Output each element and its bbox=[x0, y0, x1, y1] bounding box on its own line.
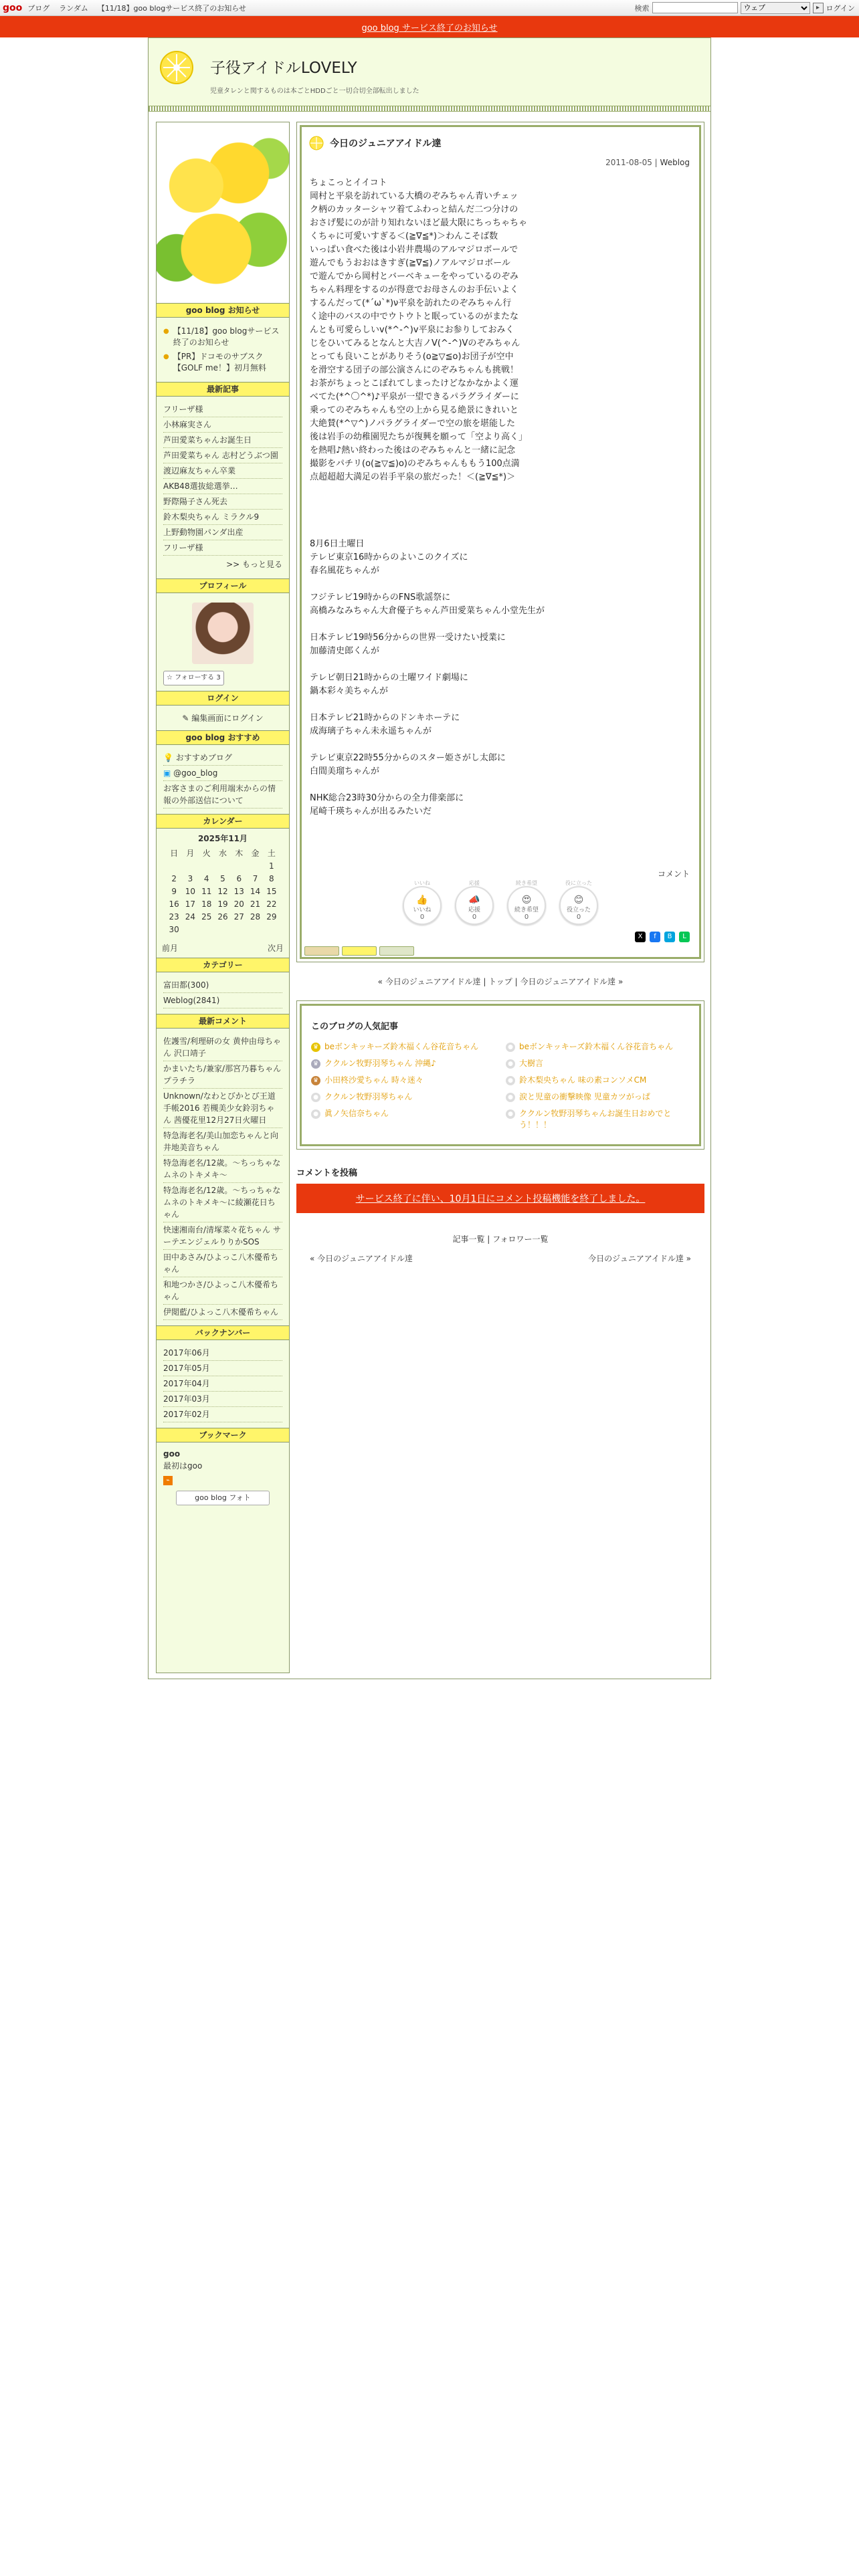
rank-icon: ● bbox=[311, 1109, 320, 1119]
entry-body: ちょこっとイイコト 岡村と平泉を訪れている大橋のぞみちゃん青いチェッ ク柄のカッターシャツ着てふわっと結んだ二つ分けの おさげ髪にのが計り知れないほど最大限にちっちゃちゃ くちゃに可愛いすぎる＜(≧∇≦*)＞わんこそば数 いっぱい食べた後は小岩井農場のアルマジロボールで 遊んでもうおおはきすぎ(≧∇≦)ノアルマジロボール で遊んでから岡村とバーベキューをやっているのぞみ ちゃん料理をするのが得意でお母さんのお手伝いよく するんだって(*´ω`*)ν平泉を訪れたのぞみちゃん行 く途中のバスの中でウトウトと眠っているのがまたな んとも可愛らしいv(*^-^)v平泉にお参りしておみく じをひいてみるとなんと大吉ノV(^-^)Vのぞみちゃん とっても良いことがありそう(o≧▽≦o)お団子が空中 を滑空する団子の部公演さんにのぞみちゃんも挑戦！ お茶がちょっとこぼれてしまったけどなかなかよく運 べてた(*^〇^*)♪平泉が一望できるパラグライダーに 乗ってのぞみちゃんも空の上から見る絶景にきれいと 大絶賛(*^▽^)ノパラグライダーで空の旅を堪能した 後は岩手の幼稚園児たちが復興を願って「空より高く」 を熱唱♪熱い終わった後はのぞみちゃんと一緒に記念 撮影をパチリ(o(≧▽≦)o)のぞみちゃんももう100点満 点超超超大満足の岩手平泉の旅だった！＜(≧∇≦*)＞ 8月6日土曜日 テレビ東京16時からのよいこのクイズに 春名風花ちゃんが フジテレビ19時からのFNS歌謡祭に 高橋みなみちゃん大倉優子ちゃん芦田愛菜ちゃん小堂先生が 日本テレビ19時56分からの世界一受けたい授業に 加藤清史郎くんが テレビ朝日21時からの土曜ワイド劇場に 鍋本彩々美ちゃんが 日本テレビ21時からのドンキホーテに 成海璃子ちゃん未永遥ちゃんが テレビ東京22時55分からのスター姫さがし太郎に 白間美瑠ちゃんが NHK総合23時30分からの全力俳楽部に 尾崎千瑛ちゃんが出るみたいだ bbox=[310, 178, 545, 817]
calendar-table bbox=[166, 847, 280, 936]
share-buttons bbox=[302, 932, 699, 946]
calendar-day: 10 bbox=[185, 886, 196, 896]
calendar-day bbox=[166, 859, 182, 872]
calendar-heading: カレンダー bbox=[157, 814, 289, 829]
topbar-link-random[interactable]: ランダム bbox=[59, 3, 88, 13]
popular-item[interactable]: ● ククルン牧野羽琴ちゃん bbox=[311, 1091, 495, 1103]
blog-page bbox=[148, 37, 711, 1679]
next-month-link[interactable]: 次月 bbox=[267, 944, 284, 953]
calendar-day: 13 bbox=[233, 886, 244, 896]
calendar-day: 6 bbox=[236, 873, 242, 883]
heart-eyes-icon: 😍 bbox=[521, 895, 532, 905]
bulb-icon: 💡 bbox=[163, 753, 173, 762]
backnumber-item[interactable]: 2017年05月 bbox=[163, 1361, 282, 1376]
crown-icon: ♛ bbox=[311, 1043, 320, 1052]
notice-heading: goo blog お知らせ bbox=[157, 303, 289, 318]
calendar-day: 24 bbox=[185, 911, 196, 922]
search-label: 検索 bbox=[634, 3, 650, 13]
reaction-more-button[interactable]: 続き希望 😍 続き希望 0 bbox=[507, 886, 546, 925]
rank-icon: ● bbox=[311, 1093, 320, 1102]
rank-icon: ● bbox=[506, 1043, 515, 1052]
latest-comments-heading: 最新コメント bbox=[157, 1014, 289, 1029]
lemon-photo bbox=[157, 122, 289, 303]
calendar-day bbox=[182, 923, 198, 936]
calendar-day bbox=[199, 923, 215, 936]
recent-item[interactable]: 小林麻実さん bbox=[163, 417, 282, 433]
calendar-day: 25 bbox=[201, 911, 212, 922]
calendar-day: 14 bbox=[250, 886, 261, 896]
reaction-helpful-button[interactable]: 役に立った 😊 役立った 0 bbox=[559, 886, 598, 925]
calendar-day: 3 bbox=[187, 873, 193, 883]
topbar-search bbox=[635, 2, 859, 14]
calendar-weekday: 火 bbox=[202, 849, 211, 858]
comment-section bbox=[296, 1150, 704, 1264]
rank-icon: ● bbox=[506, 1059, 515, 1069]
calendar-week bbox=[166, 897, 280, 910]
footer-tab bbox=[379, 946, 414, 956]
blog-description: 児童タレンと関するものは本ごとHDDごと一切合切全部転出しました bbox=[210, 88, 419, 95]
thumbs-up-icon: 👍 bbox=[416, 895, 428, 905]
bullet-icon: ● bbox=[163, 353, 169, 360]
top-navigation-bar bbox=[0, 0, 859, 16]
popular-item[interactable]: ● beボンキッキーズ鈴木福くん谷花音ちゃん bbox=[506, 1041, 690, 1053]
comment-item[interactable]: 特急海老名/12歳。〜ちっちゃなムネのトキメキ〜に綾瀬花日ちゃん bbox=[163, 1183, 282, 1222]
calendar-day: 5 bbox=[220, 873, 225, 883]
x-share-icon[interactable]: X bbox=[635, 932, 646, 942]
popular-item[interactable]: ♛ 小田柊沙愛ちゃん 時々迷々 bbox=[311, 1075, 495, 1086]
recommend-blog-link[interactable]: 💡 おすすめブログ bbox=[163, 750, 282, 766]
rank-icon: ● bbox=[506, 1109, 515, 1119]
edit-login-button[interactable]: ✎ 編集画面にログイン bbox=[182, 714, 264, 723]
facebook-share-icon[interactable]: f bbox=[650, 932, 660, 942]
bullet-icon: ● bbox=[163, 328, 169, 335]
reaction-cheer-button[interactable]: 応援 📣 応援 0 bbox=[455, 886, 494, 925]
blog-header bbox=[149, 38, 710, 106]
calendar-day: 7 bbox=[252, 873, 258, 883]
latest-comments-list bbox=[157, 1029, 289, 1325]
recommend-box bbox=[157, 745, 289, 814]
search-input[interactable] bbox=[652, 2, 738, 13]
smile-icon: 😊 bbox=[573, 895, 584, 905]
calendar-day bbox=[215, 923, 231, 936]
calendar-day: 23 bbox=[169, 911, 179, 922]
backnumber-heading: バックナンバー bbox=[157, 1325, 289, 1340]
calendar-day bbox=[182, 859, 198, 872]
comment-item[interactable]: 佐護雪/利理研の女 黄仲由母ちゃん 沢口靖子 bbox=[163, 1034, 282, 1061]
entry-frame bbox=[296, 122, 704, 962]
search-scope-select[interactable] bbox=[741, 2, 810, 14]
rank-icon: ● bbox=[506, 1076, 515, 1085]
popular-item[interactable]: ● 涙と児童の衝撃映像 児童カツがっぱ bbox=[506, 1091, 690, 1103]
twitter-icon: ▣ bbox=[163, 768, 171, 778]
popular-list bbox=[302, 1041, 699, 1144]
backnumber-list bbox=[157, 1340, 289, 1428]
calendar-month: 2025年11月 bbox=[197, 834, 248, 843]
comment-item[interactable]: 伊閲藍/ひよっこ八木優希ちゃん bbox=[163, 1305, 282, 1320]
calendar-weekday: 金 bbox=[251, 849, 260, 858]
prev-entry-link[interactable]: « 今日のジュニアアイドル達 bbox=[310, 1254, 413, 1263]
calendar-week bbox=[166, 923, 280, 936]
recent-item[interactable]: 鈴木梨央ちゃん ミラクル9 bbox=[163, 510, 282, 525]
lemon-icon bbox=[308, 135, 324, 151]
category-item[interactable]: Weblog(2841) bbox=[163, 993, 282, 1008]
bookmark-box bbox=[157, 1442, 289, 1511]
calendar-day: 28 bbox=[250, 911, 261, 922]
bookmark-item[interactable]: 最初はgoo bbox=[163, 1461, 203, 1471]
popular-item[interactable]: ● ククルン牧野羽琴ちゃんお誕生日おめでとう！！！ bbox=[506, 1108, 690, 1131]
next-entry-link[interactable]: 今日のジュニアアイドル達 » bbox=[588, 1254, 691, 1263]
entry-title[interactable]: 今日のジュニアアイドル達 bbox=[330, 138, 442, 149]
backnumber-item[interactable]: 2017年06月 bbox=[163, 1346, 282, 1361]
profile-heading: プロフィール bbox=[157, 578, 289, 593]
calendar-weekday: 土 bbox=[267, 849, 276, 858]
calendar-day: 17 bbox=[185, 899, 196, 909]
popular-item[interactable]: ♛ beボンキッキーズ鈴木福くん谷花音ちゃん bbox=[311, 1041, 495, 1053]
entry-header bbox=[302, 127, 699, 152]
bookmark-item[interactable]: goo bbox=[163, 1449, 181, 1459]
privacy-note-link[interactable]: お客さまのご利用端末からの情報の外部送信について bbox=[163, 781, 282, 809]
line-share-icon[interactable]: L bbox=[679, 932, 690, 942]
profile-box bbox=[157, 593, 289, 691]
comment-item[interactable]: Unknown/なわとびかとび王道手帳2016 若槻美少女鈴羽ちゃん 茜優花里12月27日火曜日 bbox=[163, 1089, 282, 1128]
calendar-day: 22 bbox=[266, 899, 277, 909]
calendar-week bbox=[166, 859, 280, 872]
recent-item[interactable]: 芦田愛菜ちゃん 志村どうぶつ園 bbox=[163, 448, 282, 463]
calendar-day: 21 bbox=[250, 899, 261, 909]
megaphone-icon: 📣 bbox=[468, 895, 480, 905]
calendar-nav bbox=[157, 938, 289, 958]
sidebar bbox=[156, 122, 290, 1673]
twitter-link[interactable]: ▣ @goo_blog bbox=[163, 766, 282, 781]
login-link[interactable]: ログイン bbox=[826, 3, 855, 13]
lemon-logo-icon bbox=[158, 49, 195, 86]
next-entry-link[interactable]: 今日のジュニアアイドル達 » bbox=[520, 977, 624, 986]
top-link[interactable]: トップ bbox=[488, 977, 512, 986]
category-heading: カテゴリー bbox=[157, 958, 289, 972]
entry-footer-tabs bbox=[302, 946, 699, 957]
calendar-weekday: 水 bbox=[218, 849, 227, 858]
calendar-day bbox=[231, 923, 247, 936]
recent-item[interactable]: AKB48選抜総選挙… bbox=[163, 479, 282, 494]
popular-item[interactable]: ● 眞ノ矢信奈ちゃん bbox=[311, 1108, 495, 1131]
notice-item[interactable]: ● 【PR】ドコモのサブスク【GOLF me！】初月無料 bbox=[163, 352, 266, 372]
recent-list bbox=[157, 397, 289, 578]
entry-pager: « 今日のジュニアアイドル達 | トップ | 今日のジュニアアイドル達 » bbox=[377, 977, 624, 986]
calendar-day: 8 bbox=[269, 873, 274, 883]
calendar-weekday: 月 bbox=[186, 849, 195, 858]
reaction-buttons bbox=[302, 879, 699, 932]
article-list-link[interactable]: 記事一覧 bbox=[452, 1235, 485, 1244]
entry-category-link[interactable]: Weblog bbox=[660, 158, 690, 167]
calendar-day: 20 bbox=[233, 899, 244, 909]
prev-entry-link[interactable]: « 今日のジュニアアイドル達 bbox=[377, 977, 481, 986]
calendar-week bbox=[166, 910, 280, 923]
comment-item[interactable]: 和地つかさ/ひよっこ八木優希ちゃん bbox=[163, 1277, 282, 1305]
avatar[interactable] bbox=[192, 603, 254, 664]
topbar-link-notice[interactable]: 【11/18】goo blogサービス終了のお知らせ bbox=[97, 3, 246, 13]
calendar-day bbox=[231, 859, 247, 872]
crown-icon: ♛ bbox=[311, 1059, 320, 1069]
calendar-day: 11 bbox=[201, 886, 212, 896]
popular-articles bbox=[300, 1004, 701, 1146]
calendar-week bbox=[166, 872, 280, 885]
calendar-week bbox=[166, 885, 280, 897]
pen-icon: ✎ bbox=[182, 714, 189, 723]
service-end-banner bbox=[0, 16, 859, 37]
calendar bbox=[157, 829, 289, 958]
main-content bbox=[296, 122, 704, 1264]
calendar-day bbox=[199, 859, 215, 872]
notice-list bbox=[157, 318, 289, 382]
footer-tab bbox=[342, 946, 377, 956]
entry bbox=[300, 125, 701, 959]
calendar-day: 16 bbox=[169, 899, 179, 909]
follower-list-link[interactable]: フォロワー一覧 bbox=[492, 1235, 549, 1244]
calendar-weekday: 日 bbox=[170, 849, 179, 858]
crown-icon: ♛ bbox=[311, 1076, 320, 1085]
backnumber-item[interactable]: 2017年03月 bbox=[163, 1392, 282, 1407]
recent-heading: 最新記事 bbox=[157, 382, 289, 397]
search-go-icon[interactable]: ▸ bbox=[813, 3, 824, 13]
footer-tab bbox=[304, 946, 339, 956]
comment-item[interactable]: 特急海老名/12歳。〜ちっちゃなムネのトキメキ〜 bbox=[163, 1156, 282, 1183]
recent-item[interactable]: 上野動物園パンダ出産 bbox=[163, 525, 282, 540]
recent-item[interactable]: 渡辺麻友ちゃん卒業 bbox=[163, 463, 282, 479]
entry-meta: 2011-08-05 | Weblog bbox=[605, 158, 690, 167]
recommend-heading: goo blog おすすめ bbox=[157, 730, 289, 745]
calendar-day bbox=[247, 923, 263, 936]
rss-icon[interactable]: ⌁ bbox=[163, 1476, 173, 1485]
calendar-day bbox=[264, 923, 280, 936]
rank-icon: ● bbox=[506, 1093, 515, 1102]
calendar-day bbox=[247, 859, 263, 872]
backnumber-item[interactable]: 2017年02月 bbox=[163, 1407, 282, 1422]
follow-count: 3 bbox=[216, 674, 221, 681]
reaction-like-button[interactable]: いいね 👍 いいね 0 bbox=[403, 886, 442, 925]
login-heading: ログイン bbox=[157, 691, 289, 706]
popular-item[interactable]: ♛ ククルン牧野羽琴ちゃん 沖縄♪ bbox=[311, 1058, 495, 1069]
header-divider bbox=[149, 106, 710, 112]
recent-item[interactable]: 芦田愛菜ちゃんお誕生日 bbox=[163, 433, 282, 448]
calendar-day: 27 bbox=[233, 911, 244, 922]
bookmark-heading: ブックマーク bbox=[157, 1428, 289, 1442]
calendar-day: 1 bbox=[269, 861, 274, 871]
comment-item[interactable]: 田中あさみ/ひよっこ八木優希ちゃん bbox=[163, 1250, 282, 1277]
comment-closed-link[interactable]: サービス終了に伴い、10月1日にコメント投稿機能を終了しました。 bbox=[355, 1194, 646, 1204]
calendar-day: 29 bbox=[266, 911, 277, 922]
calendar-weekday: 木 bbox=[235, 849, 244, 858]
follow-button[interactable]: ☆ フォローする 3 bbox=[163, 671, 224, 685]
comment-pager bbox=[296, 1253, 704, 1264]
recent-item[interactable]: フリーザ様 bbox=[163, 540, 282, 556]
calendar-day: 9 bbox=[171, 886, 177, 896]
comment-item[interactable]: かまいたち/兼家/那宮乃暮ちゃん プラチラ bbox=[163, 1061, 282, 1089]
blog-title[interactable]: 子役アイドルLOVELY bbox=[210, 60, 357, 77]
notice-item[interactable]: ● 【11/18】goo blogサービス終了のお知らせ bbox=[163, 326, 280, 347]
calendar-day: 26 bbox=[217, 911, 228, 922]
recent-item[interactable]: 野際陽子さん死去 bbox=[163, 494, 282, 510]
comment-section-title: コメントを投稿 bbox=[296, 1168, 358, 1178]
calendar-day: 12 bbox=[217, 886, 228, 896]
calendar-day: 19 bbox=[217, 899, 228, 909]
hatena-share-icon[interactable]: B bbox=[664, 932, 675, 942]
popular-frame bbox=[296, 1000, 704, 1150]
comment-item[interactable]: 特急海老名/美山加恋ちゃんと向井地美音ちゃん bbox=[163, 1128, 282, 1156]
calendar-day: 30 bbox=[169, 924, 179, 934]
calendar-day: 2 bbox=[171, 873, 177, 883]
category-list bbox=[157, 972, 289, 1014]
calendar-day bbox=[215, 859, 231, 872]
recent-more-link[interactable]: >> もっと見る bbox=[226, 560, 282, 569]
goo-photo-button[interactable]: goo blog フォト bbox=[176, 1491, 270, 1505]
comment-footer-links: 記事一覧 | フォロワー一覧 bbox=[452, 1235, 549, 1244]
calendar-day: 18 bbox=[201, 899, 212, 909]
service-end-link[interactable]: goo blog サービス終了のお知らせ bbox=[361, 23, 498, 33]
popular-item[interactable]: ● 大樹言 bbox=[506, 1058, 690, 1069]
recent-item[interactable]: フリーザ様 bbox=[163, 402, 282, 417]
calendar-day: 4 bbox=[203, 873, 209, 883]
comment-item[interactable]: 快速湘南台/清塚菜々花ちゃん サーテエンジェルりりかSOS bbox=[163, 1222, 282, 1250]
prev-month-link[interactable]: 前月 bbox=[162, 944, 179, 953]
entry-date: 2011-08-05 bbox=[605, 158, 652, 167]
popular-title: このブログの人気記事 bbox=[311, 1022, 399, 1032]
category-item[interactable]: 富田都(300) bbox=[163, 978, 282, 993]
calendar-day: 15 bbox=[266, 886, 277, 896]
entry-comment-link[interactable]: コメント bbox=[657, 869, 690, 879]
popular-item[interactable]: ● 鈴木梨央ちゃん 味の素コンソメCM bbox=[506, 1075, 690, 1086]
comment-closed-banner bbox=[296, 1184, 704, 1213]
goo-logo[interactable]: goo bbox=[3, 2, 23, 13]
backnumber-item[interactable]: 2017年04月 bbox=[163, 1376, 282, 1392]
topbar-link-blog[interactable]: ブログ bbox=[27, 3, 50, 13]
